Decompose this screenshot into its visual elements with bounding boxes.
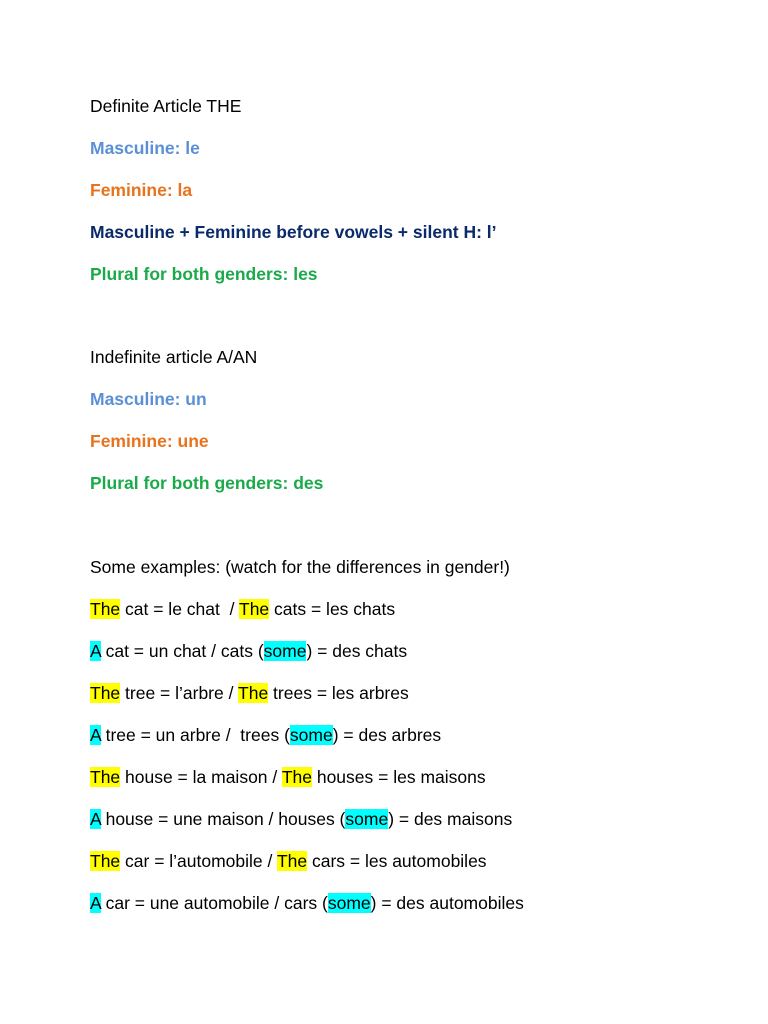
highlight-the: The [239, 599, 270, 619]
example-line [90, 766, 486, 788]
example-text: tree = un arbre / trees ( [100, 725, 290, 745]
example-line [90, 598, 395, 620]
example-line [90, 724, 441, 746]
highlight-indefinite: A [90, 725, 101, 745]
highlight-the: The [90, 599, 121, 619]
indefinite-plural: Plural for both genders: des [90, 473, 324, 493]
example-line [90, 682, 409, 704]
example-text: cars = les automobiles [307, 851, 487, 871]
example-text: house = une maison / houses ( [100, 809, 346, 829]
example-text: ) = des automobiles [370, 893, 524, 913]
definite-article-heading: Definite Article THE [90, 96, 242, 116]
example-line [90, 892, 524, 914]
indefinite-masculine: Masculine: un [90, 389, 207, 409]
highlight-the: The [90, 767, 121, 787]
highlight-indefinite: some [327, 893, 371, 913]
example-text: cats = les chats [269, 599, 396, 619]
example-text: ) = des chats [306, 641, 408, 661]
example-line [90, 850, 487, 872]
highlight-indefinite: A [90, 809, 101, 829]
definite-masculine: Masculine: le [90, 138, 200, 158]
example-text: house = la maison / [120, 767, 282, 787]
example-line [90, 640, 407, 662]
highlight-indefinite: A [90, 641, 101, 661]
highlight-indefinite: some [263, 641, 307, 661]
indefinite-article-heading: Indefinite article A/AN [90, 347, 258, 367]
example-text: car = l’automobile / [120, 851, 277, 871]
definite-feminine: Feminine: la [90, 180, 193, 200]
definite-before-vowels: Masculine + Feminine before vowels + silent H: l’ [90, 222, 497, 242]
highlight-the: The [90, 851, 121, 871]
example-text: houses = les maisons [311, 767, 486, 787]
example-line [90, 808, 512, 830]
example-text: tree = l’arbre / [120, 683, 239, 703]
highlight-indefinite: some [345, 809, 389, 829]
indefinite-feminine: Feminine: une [90, 431, 209, 451]
example-text: cat = un chat / cats ( [100, 641, 264, 661]
definite-plural: Plural for both genders: les [90, 264, 318, 284]
example-text: cat = le chat / [120, 599, 239, 619]
example-text: ) = des arbres [332, 725, 442, 745]
example-text: ) = des maisons [388, 809, 513, 829]
highlight-the: The [90, 683, 121, 703]
highlight-the: The [281, 767, 312, 787]
highlight-the: The [276, 851, 308, 871]
examples-heading: Some examples: (watch for the differences in gender!) [90, 557, 510, 577]
highlight-indefinite: A [90, 893, 101, 913]
document-page [90, 0, 730, 1024]
highlight-the: The [238, 683, 269, 703]
example-text: car = une automobile / cars ( [100, 893, 328, 913]
example-text: trees = les arbres [268, 683, 409, 703]
highlight-indefinite: some [289, 725, 333, 745]
